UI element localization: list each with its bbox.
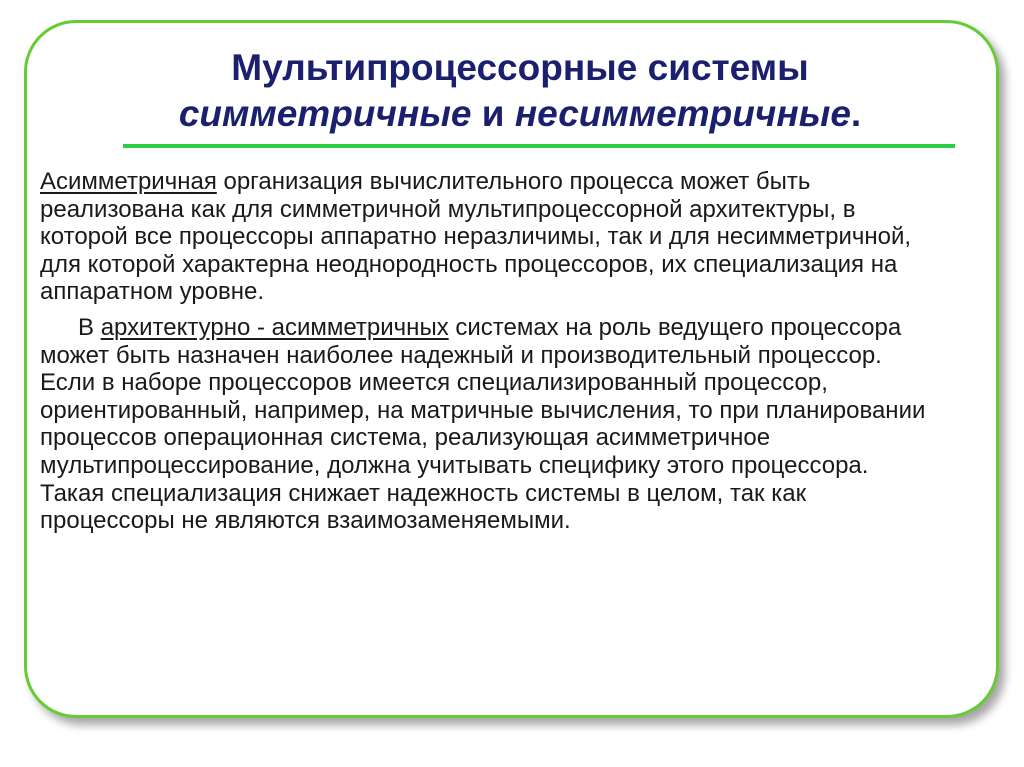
title-conjunction: и	[471, 93, 515, 134]
paragraph-2-start: В	[78, 313, 101, 341]
title-line-2	[90, 91, 950, 137]
title-divider	[123, 144, 955, 148]
title-term-asymmetric: несимметричные	[514, 93, 851, 134]
paragraph-2-term: архитектурно - асимметричных	[100, 313, 449, 341]
body-text	[40, 168, 930, 535]
paragraph-2-text: системах на роль ведущего процессора может быть назначен наиболее надежный и производительный процессор. Если в наборе процессоров имеется специализированный процессор, ориентированный, например, на матричные вычисления, то при планировании процессов операционная система, реализующая асимметричное мультипроцессирование, должна учитывать специфику этого процессора. Такая специализация снижает надежность системы в целом, так как процессоры не являются взаимозаменяемыми.	[40, 313, 926, 535]
paragraph-2	[40, 314, 930, 535]
paragraph-1	[40, 168, 930, 306]
paragraph-1-term: Асимметричная	[40, 168, 217, 195]
title-line-1: Мультипроцессорные системы	[231, 47, 809, 88]
title-term-symmetric: симметричные	[178, 93, 472, 134]
title-period: .	[850, 93, 862, 134]
paragraph-1-text: организация вычислительного процесса может быть реализована как для симметричной мультипроцессорной архитектуры, в которой все процессоры аппаратно неразличимы, так и для несимметричной, для которой характерна неоднородность процессоров, их специализация на аппаратном уровне.	[40, 168, 912, 306]
slide-title	[90, 45, 950, 137]
